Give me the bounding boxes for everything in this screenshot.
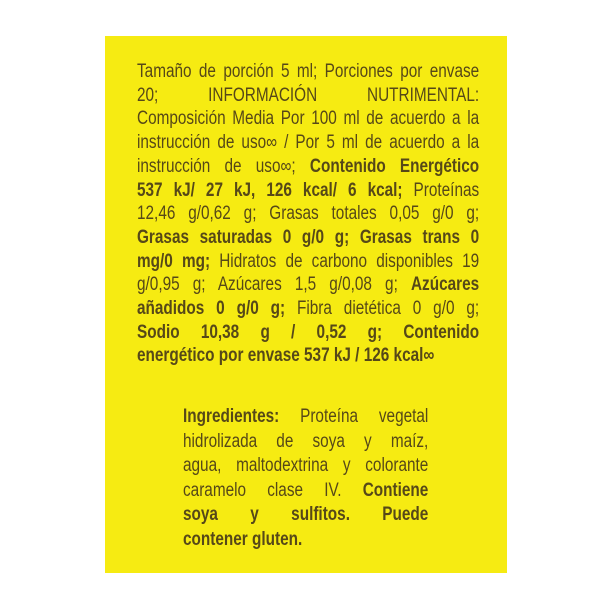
text-line: Ingredientes: Proteína vegetal (183, 406, 429, 427)
ingredients-text (183, 405, 428, 553)
text-line: soya y sulfitos. Puede (183, 504, 429, 526)
text-line: hidrolizada de soya y maíz, (183, 430, 429, 452)
text-line: Grasas saturadas 0 g/0 g; Grasas trans 0 (137, 226, 480, 248)
text-line: instrucción de uso∞ / Por 5 ml de acuerdo a la (137, 132, 480, 154)
nutrition-facts-text (137, 60, 479, 368)
text-line: Sodio 10,38 g / 0,52 g; Contenido (137, 321, 480, 343)
text-line: Composición Media Por 100 ml de acuerdo a la (137, 108, 480, 130)
text-line: energético por envase 537 kJ / 126 kcal∞ (137, 345, 435, 367)
text-line: Tamaño de porción 5 ml; Porciones por envase (137, 61, 480, 82)
text-line: caramelo clase IV. Contiene (183, 479, 429, 501)
text-line: 537 kJ/ 27 kJ, 126 kcal/ 6 kcal; Proteínas (137, 179, 480, 201)
text-line: instrucción de uso∞; Contenido Energético (137, 155, 480, 177)
text-line: agua, maltodextrina y colorante (183, 455, 429, 477)
nutrition-label (105, 36, 507, 573)
text-line: g/0,95 g; Azúcares 1,5 g/0,08 g; Azúcares (137, 274, 480, 296)
text-line: contener gluten. (183, 528, 303, 550)
text-line: 12,46 g/0,62 g; Grasas totales 0,05 g/0 g; (137, 203, 480, 225)
text-line: 20; INFORMACIÓN NUTRIMENTAL: (137, 84, 480, 106)
text-line: mg/0 mg; Hidratos de carbono disponibles 19 (137, 250, 480, 272)
text-line: añadidos 0 g/0 g; Fibra dietética 0 g/0 g; (137, 298, 480, 320)
